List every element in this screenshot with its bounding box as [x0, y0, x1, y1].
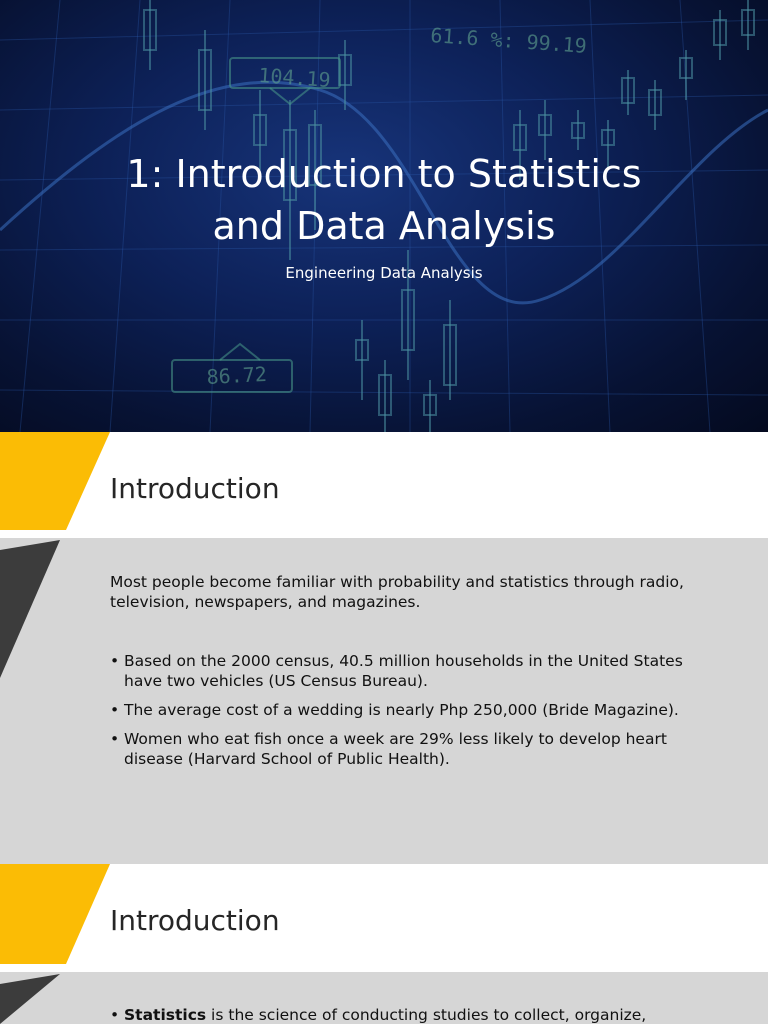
- slide-title-line1: 1: Introduction to Statistics: [126, 152, 642, 196]
- slide-heading: Introduction: [110, 904, 280, 937]
- list-item: [110, 1005, 710, 1024]
- bullet-text: Based on the 2000 census, 40.5 million households in the United States have two vehicles (US Census Bureau).: [124, 652, 683, 690]
- bullet-list: [110, 651, 710, 778]
- list-item: [110, 729, 710, 769]
- intro-paragraph: Most people become familiar with probability and statistics through radio, television, newspapers, and magazines.: [110, 573, 684, 611]
- yellow-accent-shape: [0, 864, 110, 964]
- slide-title: [0, 148, 768, 252]
- bullet-text: is the science of conducting studies to collect, organize,: [206, 1006, 647, 1024]
- bg-label-price-high: 104.19: [257, 63, 332, 93]
- bullet-dot: •: [110, 652, 120, 670]
- yellow-accent-shape: [0, 432, 110, 530]
- bullet-text: Women who eat fish once a week are 29% less likely to develop heart disease (Harvard School of Public Health).: [124, 730, 667, 768]
- slide-heading: Introduction: [110, 472, 280, 505]
- slide-title-line2: and Data Analysis: [212, 204, 556, 248]
- dark-accent-shape: [0, 540, 60, 678]
- bullet-dot: •: [110, 701, 120, 719]
- bullet-dot: •: [110, 730, 120, 748]
- bullet-term: Statistics: [124, 1006, 207, 1024]
- list-item: [110, 651, 710, 691]
- slide-subtitle: Engineering Data Analysis: [285, 264, 483, 282]
- accent-shapes: [0, 432, 120, 864]
- title-slide: [0, 0, 768, 432]
- bullet-text: The average cost of a wedding is nearly Php 250,000 (Bride Magazine).: [124, 701, 679, 719]
- bg-label-price-low: 86.72: [206, 361, 268, 389]
- bullet-dot: •: [110, 1006, 120, 1024]
- intro-slide-2: [0, 864, 768, 1024]
- intro-slide-1: [0, 432, 768, 864]
- bullet-list: [110, 1005, 710, 1024]
- bg-label-percent: 61.6 %: 99.19: [429, 23, 588, 58]
- list-item: [110, 700, 710, 720]
- dark-accent-shape: [0, 974, 60, 1024]
- accent-shapes: [0, 864, 120, 1024]
